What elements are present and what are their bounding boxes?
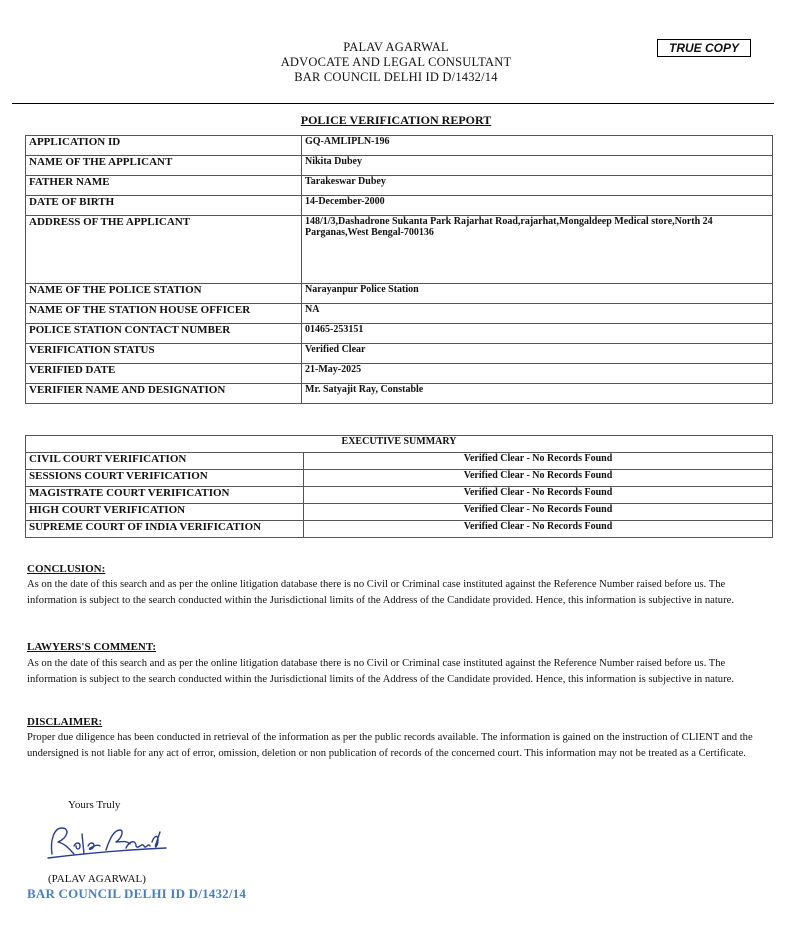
row-value: Narayanpur Police Station [302,284,773,304]
row-value: Verified Clear - No Records Found [304,504,773,521]
signatory-bar-id: BAR COUNCIL DELHI ID D/1432/14 [27,886,247,901]
table-row [26,344,773,364]
table-row [26,470,773,487]
row-value: Mr. Satyajit Ray, Constable [302,384,773,404]
row-label: MAGISTRATE COURT VERIFICATION [26,487,304,504]
executive-summary-table [25,435,773,538]
row-value: 148/1/3,Dashadrone Sukanta Park Rajarhat Road,rajarhat,Mongaldeep Medical store,North 24 Parganas,West Bengal-700136 [302,216,773,284]
row-label: NAME OF THE POLICE STATION [26,284,302,304]
row-label: DATE OF BIRTH [26,196,302,216]
row-label: NAME OF THE APPLICANT [26,156,302,176]
table-row [26,487,773,504]
row-value: Tarakeswar Dubey [302,176,773,196]
row-label: VERIFICATION STATUS [26,344,302,364]
table-row [26,453,773,470]
table-row [26,304,773,324]
report-title: POLICE VERIFICATION REPORT [300,113,492,127]
table-row [26,521,773,538]
row-value: Verified Clear - No Records Found [304,521,773,538]
summary-title: EXECUTIVE SUMMARY [26,436,773,453]
signatory-name: (PALAV AGARWAL) [48,873,146,885]
table-row [26,196,773,216]
row-label: APPLICATION ID [26,136,302,156]
row-value: 14-December-2000 [302,196,773,216]
lawyer-comment-heading: LAWYERS'S COMMENT: [27,641,157,653]
row-label: SESSIONS COURT VERIFICATION [26,470,304,487]
table-row [26,504,773,521]
row-label: CIVIL COURT VERIFICATION [26,453,304,470]
table-row [26,364,773,384]
lawyer-comment-text: As on the date of this search and as per the online litigation database there is no Civil or Criminal case instituted against the Reference Number raised before us. The information is subject to the search conducted within the Jurisdictional limits of the Address of the Candidate provided. Hence, this information is subjective in nature. [27,658,734,685]
row-label: SUPREME COURT OF INDIA VERIFICATION [26,521,304,538]
row-label: NAME OF THE STATION HOUSE OFFICER [26,304,302,324]
table-row [26,324,773,344]
advocate-bar-id: BAR COUNCIL DELHI ID D/1432/14 [294,70,498,84]
row-value: Verified Clear - No Records Found [304,487,773,504]
row-label: HIGH COURT VERIFICATION [26,504,304,521]
row-label: VERIFIER NAME AND DESIGNATION [26,384,302,404]
disclaimer-heading: DISCLAIMER: [27,716,103,728]
row-value: Verified Clear - No Records Found [304,470,773,487]
row-label: VERIFIED DATE [26,364,302,384]
row-value: NA [302,304,773,324]
row-value: Verified Clear [302,344,773,364]
signature-image [40,820,170,864]
header-divider [12,103,774,104]
table-row [26,384,773,404]
true-copy-stamp: TRUE COPY [657,39,751,57]
disclaimer-text: Proper due diligence has been conducted in retrieval of the information as per the public records available. The information is gained on the instruction of CLIENT and the undersigned is not liable for any act of error, omission, deletion or non publication of records of the concerned court. This information may not be treated as a Certificate. [27,732,753,759]
row-value: Verified Clear - No Records Found [304,453,773,470]
row-value: Nikita Dubey [302,156,773,176]
table-row [26,136,773,156]
applicant-details-table [25,135,773,404]
table-row [26,216,773,284]
row-value: GQ-AMLIPLN-196 [302,136,773,156]
conclusion-heading: CONCLUSION: [27,563,106,575]
advocate-designation: ADVOCATE AND LEGAL CONSULTANT [280,55,512,69]
table-row [26,176,773,196]
row-label: FATHER NAME [26,176,302,196]
advocate-name: PALAV AGARWAL [343,40,449,54]
row-value: 21-May-2025 [302,364,773,384]
table-row [26,284,773,304]
closing-text: Yours Truly [68,799,121,811]
table-row [26,156,773,176]
row-label: ADDRESS OF THE APPLICANT [26,216,302,284]
row-value: 01465-253151 [302,324,773,344]
row-label: POLICE STATION CONTACT NUMBER [26,324,302,344]
summary-header-row [26,436,773,453]
conclusion-text: As on the date of this search and as per the online litigation database there is no Civil or Criminal case instituted against the Reference Number raised before us. The information is subject to the search conducted within the Jurisdictional limits of the Address of the Candidate provided. Hence, this information is subjective in nature. [27,579,734,606]
